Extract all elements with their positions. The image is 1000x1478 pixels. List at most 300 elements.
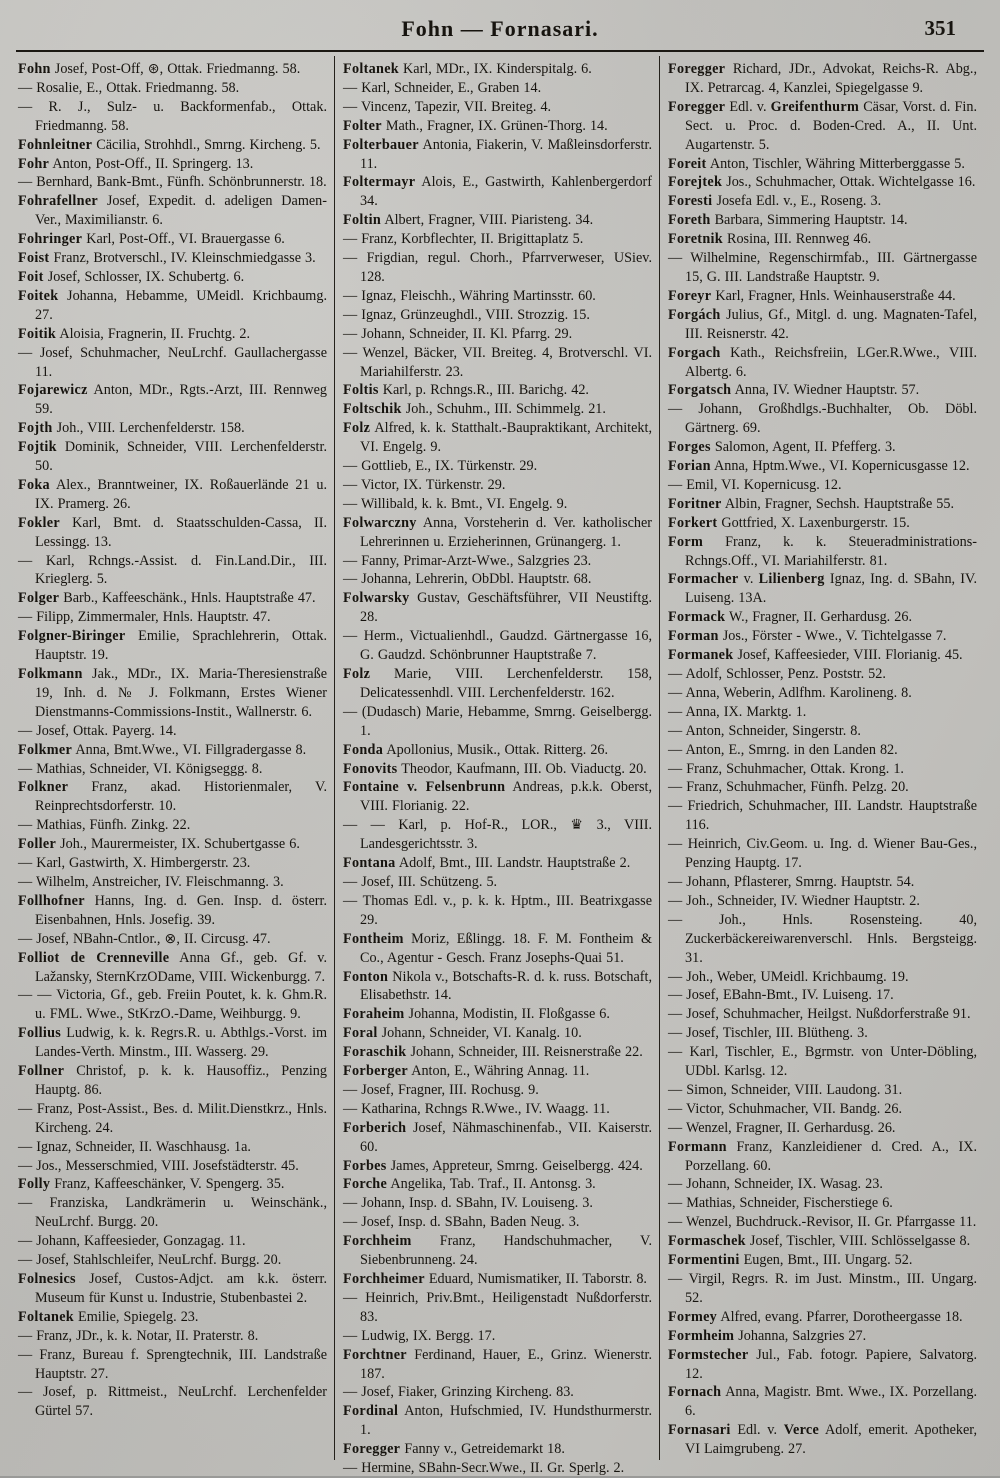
directory-entry xyxy=(668,457,977,476)
entry-details: Math., Fragner, IX. Grünen-Thorg. 14. xyxy=(381,117,608,134)
directory-columns xyxy=(16,56,984,1477)
entry-surname: Fohrafellner xyxy=(18,193,99,210)
entry-details: — Fanny, Primar-Arzt-Wwe., Salzgries 23. xyxy=(343,552,592,569)
entry-details: — Franziska, Landkrämerin u. Weinschänk., NeuLrchf. Burgg. 20. xyxy=(18,1195,327,1231)
entry-details: Franz, Kanzleidiener d. Cred. A., IX. Porzellang. 60. xyxy=(685,1138,977,1174)
entry-details: Nikola v., Botschafts-R. d. k. russ. Botschaft, Elisabethstr. 14. xyxy=(360,968,652,1004)
entry-surname: Formanek xyxy=(668,647,734,664)
entry-details: Jos., Schuhmacher, Ottak. Wichtelgasse 16. xyxy=(722,174,976,191)
entry-details: Anton, Hufschmied, IV. Hundsthurmerstr. 1. xyxy=(360,1403,652,1439)
entry-surname: Foraschik xyxy=(343,1044,407,1061)
directory-entry xyxy=(343,892,652,930)
directory-entry xyxy=(18,192,327,230)
directory-entry xyxy=(343,778,652,816)
directory-entry xyxy=(668,514,977,533)
directory-entry xyxy=(668,381,977,400)
entry-details: — Rosalie, E., Ottak. Friedmanng. 58. xyxy=(18,79,240,96)
entry-details: Emilie, Spiegelg. 23. xyxy=(74,1308,199,1325)
directory-entry xyxy=(343,79,652,98)
entry-surname: Forejtek xyxy=(668,174,723,191)
directory-entry xyxy=(343,344,652,382)
entry-surname: Forchheimer xyxy=(343,1271,425,1287)
directory-entry xyxy=(343,60,652,79)
directory-entry xyxy=(668,1232,977,1251)
entry-details: — Ignaz, Schneider, II. Waschhausg. 1a. xyxy=(18,1138,251,1155)
entry-surname: Formann xyxy=(668,1138,727,1155)
entry-details: Anna, Vorsteherin d. Ver. katholischer Lehrerinnen u. Erzieherinnen, Grünangerg. 1. xyxy=(360,514,652,550)
entry-details: Franz, Brotverschl., IV. Kleinschmiedgasse 3. xyxy=(49,250,316,267)
directory-entry xyxy=(18,60,327,79)
directory-entry xyxy=(668,476,977,495)
entry-details: Hanns, Ing. d. Gen. Insp. d. österr. Eisenbahnen, Hnls. Josefig. 39. xyxy=(35,892,327,928)
directory-entry xyxy=(18,854,327,873)
entry-surname: Forges xyxy=(668,439,711,456)
directory-entry xyxy=(18,930,327,949)
entry-surname: Fornasari xyxy=(668,1422,731,1439)
directory-entry xyxy=(343,514,652,552)
entry-details: — Josef, Ottak. Payerg. 14. xyxy=(18,722,177,739)
entry-surname: Foitek xyxy=(18,287,59,304)
entry-details: — Karl, Rchngs.-Assist. d. Fin.Land.Dir., III. Krieglerg. 5. xyxy=(18,552,327,588)
entry-details: — Ludwig, IX. Bergg. 17. xyxy=(343,1327,496,1344)
entry-surname: Foretnik xyxy=(668,231,723,248)
directory-entry xyxy=(343,741,652,760)
directory-entry xyxy=(668,155,977,174)
directory-entry xyxy=(18,1175,327,1194)
directory-entry xyxy=(18,438,327,476)
entry-surname: Forian xyxy=(668,458,711,475)
directory-entry xyxy=(343,495,652,514)
entry-details: — Josef, Tischler, III. Blütheng. 3. xyxy=(668,1025,868,1042)
directory-entry xyxy=(18,1327,327,1346)
directory-entry xyxy=(668,495,977,514)
entry-surname: Folgner-Biringer xyxy=(18,628,126,645)
entry-surname: Forgach xyxy=(668,344,721,361)
entry-details: — Joh., Hnls. Rosensteing. 40, Zuckerbäckereiwarenverschl. Hnls. Bergsteigg. 31. xyxy=(668,911,977,966)
entry-details: — Karl, Schneider, E., Graben 14. xyxy=(343,79,542,96)
entry-surname: Formacher xyxy=(668,571,739,588)
entry-details: — Simon, Schneider, VIII. Laudong. 31. xyxy=(668,1081,903,1098)
entry-details: Alois, E., Gastwirth, Kahlenbergerdorf 34. xyxy=(360,174,652,210)
directory-entry xyxy=(343,400,652,419)
directory-entry xyxy=(343,457,652,476)
entry-details: Franz, Handschuhmacher, V. Siebenbrunneng. 24. xyxy=(360,1233,652,1269)
directory-entry xyxy=(668,1327,977,1346)
directory-entry xyxy=(668,968,977,987)
entry-details: Joh., VIII. Lerchenfelderstr. 158. xyxy=(52,420,245,437)
entry-surname: Folwarsky xyxy=(343,590,410,607)
entry-details: Christof, p. k. k. Hausoffiz., Penzing Hauptg. 86. xyxy=(35,1063,327,1098)
entry-details: — Johann, Pflasterer, Smrng. Hauptstr. 54. xyxy=(668,873,915,890)
entry-details: — Heinrich, Priv.Bmt., Heiligenstadt Nußdorferstr. 83. xyxy=(343,1289,652,1325)
entry-details: — Anna, Weberin, Adlfhm. Karolineng. 8. xyxy=(668,684,912,701)
entry-details: — Anton, Schneider, Singerstr. 8. xyxy=(668,722,861,739)
entry-surname: Fohr xyxy=(18,155,50,172)
entry-details: — Ignaz, Grünzeughdl., VIII. Strozzig. 15. xyxy=(343,306,590,323)
entry-surname: Fohringer xyxy=(18,231,83,248)
entry-surname: Folter xyxy=(343,117,382,134)
directory-entry xyxy=(18,1138,327,1157)
entry-surname: Lilienberg xyxy=(758,571,825,588)
entry-surname: Forchheim xyxy=(343,1233,412,1250)
directory-entry xyxy=(668,60,977,98)
entry-surname: Formentini xyxy=(668,1252,740,1269)
entry-details: Ludwig, k. k. Regrs.R. u. Abthlgs.-Vorst. im Landes-Verth. Minstm., III. Wasserg. 29. xyxy=(35,1025,327,1061)
entry-surname: Fonovits xyxy=(343,760,398,777)
directory-entry xyxy=(343,325,652,344)
directory-entry xyxy=(343,1289,652,1327)
entry-details: Alfred, evang. Pfarrer, Dorotheergasse 18. xyxy=(717,1308,963,1325)
directory-entry xyxy=(668,533,977,571)
directory-entry xyxy=(668,1421,977,1459)
directory-entry xyxy=(668,1005,977,1024)
entry-details: Johanna, Hebamme, UMeidl. Krichbaumg. 27. xyxy=(35,287,327,323)
entry-details: — Willibald, k. k. Bmt., VI. Engelg. 9. xyxy=(343,495,568,512)
entry-surname: Forgatsch xyxy=(668,382,732,399)
entry-details: James, Appreteur, Smrng. Geiselbergg. 424. xyxy=(386,1157,643,1174)
directory-entry xyxy=(343,589,652,627)
entry-details: Barbara, Simmering Hauptstr. 14. xyxy=(710,212,908,229)
directory-entry xyxy=(343,1440,652,1459)
directory-entry xyxy=(668,1308,977,1327)
entry-details: Ignaz, Ing. d. SBahn, IV. Luiseng. 13A. xyxy=(685,571,977,607)
entry-details: — Karl, Gastwirth, X. Himbergerstr. 23. xyxy=(18,855,251,872)
entry-details: — Thomas Edl. v., p. k. k. Hptm., III. Beatrixgasse 29. xyxy=(343,892,652,928)
entry-details: Aloisia, Fragnerin, II. Fruchtg. 2. xyxy=(56,325,251,342)
entry-details: Angelika, Tab. Traf., II. Antonsg. 3. xyxy=(387,1176,596,1193)
entry-details: Anton, E., Währing Annag. 11. xyxy=(407,1063,590,1080)
entry-surname: Formstecher xyxy=(668,1346,749,1363)
entry-details: — R. J., Sulz- u. Backformenfab., Ottak. Friedmanng. 58. xyxy=(18,98,327,134)
directory-entry xyxy=(343,570,652,589)
entry-surname: Fontana xyxy=(343,855,396,872)
entry-surname: Fojarewicz xyxy=(18,382,88,399)
directory-entry xyxy=(343,1062,652,1081)
entry-surname: Folterbauer xyxy=(343,136,419,153)
directory-entry xyxy=(343,306,652,325)
directory-entry xyxy=(343,552,652,571)
entry-details: Eduard, Numismatiker, II. Taborstr. 8. xyxy=(424,1271,647,1287)
directory-entry xyxy=(18,344,327,382)
directory-entry xyxy=(668,835,977,873)
directory-entry xyxy=(18,268,327,287)
entry-surname: Formheim xyxy=(668,1327,735,1344)
entry-surname: Foller xyxy=(18,836,57,853)
directory-entry xyxy=(343,1100,652,1119)
directory-entry xyxy=(343,1402,652,1440)
directory-entry xyxy=(343,703,652,741)
column-2 xyxy=(334,56,659,1477)
directory-entry xyxy=(668,703,977,722)
entry-surname: Fontaine v. Felsenbrunn xyxy=(343,779,506,796)
directory-entry xyxy=(343,98,652,117)
entry-surname: Foraheim xyxy=(343,1006,405,1023)
entry-surname: Foit xyxy=(18,268,44,285)
directory-entry xyxy=(343,1213,652,1232)
entry-details: — (Dudasch) Marie, Hebamme, Smrng. Geiselbergg. 1. xyxy=(343,703,652,739)
directory-entry xyxy=(18,419,327,438)
directory-entry xyxy=(668,665,977,684)
directory-entry xyxy=(18,1194,327,1232)
directory-entry xyxy=(343,419,652,457)
entry-surname: Folz xyxy=(343,420,371,437)
entry-surname: Folkner xyxy=(18,779,69,796)
entry-surname: Foreth xyxy=(668,212,711,229)
entry-surname: Forberger xyxy=(343,1063,408,1080)
entry-details: Johanna, Modistin, II. Floßgasse 6. xyxy=(404,1006,610,1023)
entry-details: — Josef, Fiaker, Grinzing Kircheng. 83. xyxy=(343,1384,574,1401)
directory-entry xyxy=(668,98,977,155)
entry-details: Josef, Nähmaschinenfab., VII. Kaiserstr. 60. xyxy=(360,1119,652,1155)
directory-entry xyxy=(343,1024,652,1043)
directory-entry xyxy=(343,1005,652,1024)
entry-details: — Josef, Fragner, III. Rochusg. 9. xyxy=(343,1081,539,1098)
entry-details: — Johanna, Lehrerin, ObDbl. Hauptstr. 68. xyxy=(343,571,592,588)
entry-details: Moriz, Eßlingg. 18. F. M. Fontheim & Co., Agentur - Gesch. Franz Josephs-Quai 51. xyxy=(360,930,652,966)
directory-entry xyxy=(18,986,327,1024)
entry-details: — Filipp, Zimmermaler, Hnls. Hauptstr. 47. xyxy=(18,609,271,626)
entry-details: — Franz, Schuhmacher, Fünfh. Pelzg. 20. xyxy=(668,779,909,796)
directory-entry xyxy=(668,722,977,741)
directory-entry xyxy=(668,249,977,287)
entry-details: Emilie, Sprachlehrerin, Ottak. Hauptstr. 19. xyxy=(35,628,327,664)
directory-entry xyxy=(668,1119,977,1138)
directory-entry xyxy=(343,1043,652,1062)
directory-entry xyxy=(668,778,977,797)
directory-entry xyxy=(18,173,327,192)
directory-entry xyxy=(668,1175,977,1194)
entry-surname: Form xyxy=(668,533,704,550)
directory-entry xyxy=(668,1194,977,1213)
directory-entry xyxy=(343,1157,652,1176)
directory-entry xyxy=(668,1383,977,1421)
entry-details: v. xyxy=(738,571,759,588)
directory-entry xyxy=(18,722,327,741)
entry-surname: Forman xyxy=(668,628,719,645)
directory-entry xyxy=(668,1251,977,1270)
entry-surname: Forgách xyxy=(668,306,721,323)
entry-details: Joh., Schuhm., III. Schimmelg. 21. xyxy=(401,401,606,418)
directory-entry xyxy=(343,1194,652,1213)
entry-details: — Virgil, Regrs. R. im Just. Minstm., III. Ungarg. 52. xyxy=(668,1271,977,1306)
directory-entry xyxy=(668,627,977,646)
directory-entry xyxy=(18,1157,327,1176)
entry-surname: Foltanek xyxy=(18,1308,74,1325)
directory-entry xyxy=(18,1251,327,1270)
directory-entry xyxy=(343,873,652,892)
directory-entry xyxy=(668,1270,977,1308)
entry-surname: Greifenthurm xyxy=(770,98,860,115)
directory-entry xyxy=(343,230,652,249)
entry-details: — Anton, E., Smrng. in den Landen 82. xyxy=(668,741,898,758)
directory-entry xyxy=(343,665,652,703)
entry-details: — Karl, Tischler, E., Bgrmstr. von Unter-Döbling, UDbl. Karlsg. 12. xyxy=(668,1044,977,1080)
entry-details: Theodor, Kaufmann, III. Ob. Viaductg. 20. xyxy=(397,760,647,777)
directory-entry xyxy=(18,325,327,344)
entry-surname: Folkmann xyxy=(18,666,83,682)
entry-surname: Forbes xyxy=(343,1157,387,1174)
entry-details: — Jos., Messerschmied, VIII. Josefstädterstr. 45. xyxy=(18,1157,299,1174)
entry-details: Eugen, Bmt., III. Ungarg. 52. xyxy=(739,1252,913,1269)
entry-details: — Hermine, SBahn-Secr.Wwe., II. Gr. Sperlg. 2. xyxy=(343,1460,625,1477)
entry-details: Karl, Fragner, Hnls. Weinhauserstraße 44. xyxy=(711,287,956,304)
entry-details: — Josef, Schuhmacher, NeuLrchf. Gaullachergasse 11. xyxy=(18,344,327,380)
entry-details: Dominik, Schneider, VIII. Lerchenfelderstr. 50. xyxy=(35,439,327,475)
entry-details: Karl, Bmt. d. Staatsschulden-Cassa, II. Lessingg. 13. xyxy=(35,514,327,550)
entry-details: — Wenzel, Buchdruck.-Revisor, II. Gr. Pfarrgasse 11. xyxy=(668,1214,977,1231)
entry-surname: Formack xyxy=(668,609,726,626)
entry-details: — Gottlieb, E., IX. Türkenstr. 29. xyxy=(343,458,538,475)
directory-entry xyxy=(18,381,327,419)
directory-entry xyxy=(343,1081,652,1100)
entry-surname: Folly xyxy=(18,1176,51,1193)
entry-details: Kath., Reichsfreiin, LGer.R.Wwe., VIII. Albertg. 6. xyxy=(685,344,977,380)
directory-entry xyxy=(343,136,652,174)
entry-details: Jos., Förster - Wwe., V. Tichtelgasse 7. xyxy=(718,628,947,645)
entry-surname: Fontheim xyxy=(343,930,404,947)
directory-entry xyxy=(668,287,977,306)
page-number: 351 xyxy=(924,16,956,40)
entry-details: Franz, Kaffeeschänker, V. Spengerg. 35. xyxy=(50,1176,285,1193)
entry-details: Johanna, Salzgries 27. xyxy=(734,1327,867,1344)
entry-details: Josef, Tischler, VIII. Schlösselgasse 8. xyxy=(745,1233,971,1250)
entry-details: Johann, Schneider, III. Reisnerstraße 22. xyxy=(406,1044,643,1061)
directory-entry xyxy=(343,476,652,495)
entry-details: Anna, Hptm.Wwe., VI. Kopernicusgasse 12. xyxy=(710,458,970,475)
directory-entry xyxy=(18,1100,327,1138)
entry-details: — Johann, Schneider, IX. Wasag. 23. xyxy=(668,1176,883,1193)
entry-details: Ferdinand, Hauer, E., Grinz. Wienerstr. 187. xyxy=(360,1346,652,1382)
directory-entry xyxy=(668,1100,977,1119)
directory-entry xyxy=(18,1024,327,1062)
directory-entry xyxy=(343,760,652,779)
entry-details: — Anna, IX. Marktg. 1. xyxy=(668,703,807,720)
entry-details: Anton, Post-Off., II. Springerg. 13. xyxy=(49,155,254,172)
directory-entry xyxy=(343,930,652,968)
entry-details: Apollonius, Musik., Ottak. Ritterg. 26. xyxy=(383,741,609,758)
entry-surname: Foregger xyxy=(668,61,726,77)
entry-surname: Folkmer xyxy=(18,741,73,758)
directory-entry xyxy=(343,1270,652,1289)
entry-details: Andreas, p.k.k. Oberst, VIII. Florianig. 22. xyxy=(360,779,652,815)
directory-entry xyxy=(668,684,977,703)
entry-details: — Josef, Stahlschleifer, NeuLrchf. Burgg. 20. xyxy=(18,1252,282,1269)
entry-details: Karl, p. Rchngs.R., III. Barichg. 42. xyxy=(378,382,589,399)
directory-entry xyxy=(343,1327,652,1346)
entry-surname: Forchtner xyxy=(343,1346,407,1363)
entry-details: Franz, k. k. Steueradministrations-Rchngs.Off., VI. Mariahilferstr. 81. xyxy=(685,533,977,569)
directory-entry xyxy=(343,627,652,665)
directory-entry xyxy=(18,816,327,835)
entry-surname: Follner xyxy=(18,1063,65,1080)
directory-entry xyxy=(668,1024,977,1043)
directory-entry xyxy=(18,873,327,892)
directory-entry xyxy=(668,986,977,1005)
directory-entry xyxy=(668,1346,977,1384)
directory-entry xyxy=(343,173,652,211)
entry-surname: Foltschik xyxy=(343,401,402,418)
directory-entry xyxy=(343,381,652,400)
directory-entry xyxy=(668,211,977,230)
entry-details: — Josef, NBahn-Cntlor., ⊗, II. Circusg. 47. xyxy=(18,930,271,947)
directory-entry xyxy=(18,1062,327,1100)
entry-details: Josefa Edl. v., E., Roseng. 3. xyxy=(712,193,882,210)
entry-details: — Adolf, Schlosser, Penz. Poststr. 52. xyxy=(668,666,886,682)
directory-entry xyxy=(18,760,327,779)
directory-entry xyxy=(18,949,327,987)
directory-entry xyxy=(18,287,327,325)
directory-entry xyxy=(668,892,977,911)
entry-details: Anna, Bmt.Wwe., VI. Fillgradergasse 8. xyxy=(72,741,307,758)
entry-surname: Fohnleitner xyxy=(18,136,93,153)
entry-details: — Joh., Schneider, IV. Wiedner Hauptstr. 2. xyxy=(668,892,920,909)
directory-entry xyxy=(18,741,327,760)
directory-entry xyxy=(18,608,327,627)
entry-surname: Foral xyxy=(343,1025,378,1042)
entry-details: — Josef, Insp. d. SBahn, Baden Neug. 3. xyxy=(343,1214,580,1231)
directory-entry xyxy=(668,911,977,968)
entry-details: — Mathias, Fünfh. Zinkg. 22. xyxy=(18,817,191,834)
entry-details: Franz, akad. Historienmaler, V. Reinprechtsdorferstr. 10. xyxy=(35,779,327,815)
directory-entry xyxy=(668,192,977,211)
directory-entry xyxy=(18,1270,327,1308)
directory-entry xyxy=(18,892,327,930)
directory-entry xyxy=(18,778,327,816)
entry-surname: Formaschek xyxy=(668,1233,746,1250)
entry-surname: Foregger xyxy=(668,98,726,115)
directory-entry xyxy=(18,249,327,268)
directory-entry xyxy=(18,1308,327,1327)
entry-details: — Franz, Bureau f. Sprengtechnik, III. Landstraße Hauptstr. 27. xyxy=(18,1346,327,1382)
directory-entry xyxy=(343,1175,652,1194)
page-header xyxy=(16,10,984,52)
entry-details: — Johann, Schneider, II. Kl. Pfarrg. 29. xyxy=(343,325,573,342)
entry-details: Anna, Magistr. Bmt. Wwe., IX. Porzellang. 6. xyxy=(685,1384,977,1420)
directory-entry xyxy=(18,552,327,590)
entry-surname: Foka xyxy=(18,476,50,493)
entry-details: — Emil, VI. Kopernicusg. 12. xyxy=(668,476,842,493)
directory-entry xyxy=(668,1213,977,1232)
entry-details: — Ignaz, Fleischh., Währing Martinsstr. 60. xyxy=(343,287,596,304)
entry-details: — Mathias, Schneider, Fischerstiege 6. xyxy=(668,1195,893,1212)
directory-entry xyxy=(343,816,652,854)
entry-details: — Frigdian, regul. Chorh., Pfarrverweser, USiev. 128. xyxy=(343,250,652,285)
entry-surname: Follhofner xyxy=(18,892,85,909)
directory-entry xyxy=(668,230,977,249)
entry-details: Josef, Kaffeesieder, VIII. Florianig. 45. xyxy=(733,647,963,664)
directory-entry xyxy=(18,627,327,665)
directory-entry xyxy=(668,1081,977,1100)
entry-details: Antonia, Fiakerin, V. Maßleinsdorferstr. 11. xyxy=(360,136,652,172)
directory-entry xyxy=(343,211,652,230)
entry-surname: Fonton xyxy=(343,968,389,985)
entry-details: — Franz, Schuhmacher, Ottak. Krong. 1. xyxy=(668,760,904,777)
entry-surname: Foltin xyxy=(343,212,382,229)
entry-details: Adolf, Bmt., III. Landstr. Hauptstraße 2. xyxy=(395,855,631,872)
directory-entry xyxy=(668,1138,977,1176)
directory-entry xyxy=(668,873,977,892)
directory-entry xyxy=(18,136,327,155)
entry-details: Josef, Custos-Adjct. am k.k. österr. Museum für Kunst u. Industrie, Stubenbastei 2. xyxy=(35,1271,327,1306)
directory-entry xyxy=(668,438,977,457)
entry-details: Alfred, k. k. Statthalt.-Baupraktikant, Architekt, VI. Engelg. 9. xyxy=(360,420,652,456)
entry-surname: Fojtik xyxy=(18,439,57,456)
entry-surname: Foregger xyxy=(343,1441,401,1458)
entry-details: Josef, Schlosser, IX. Schubertg. 6. xyxy=(43,268,245,285)
entry-details: — Franz, JDr., k. k. Notar, II. Praterstr. 8. xyxy=(18,1327,259,1344)
entry-details: — — Karl, p. Hof-R., LOR., ♛ 3., VIII. Landesgerichtsstr. 3. xyxy=(343,817,652,853)
entry-details: — Wilhelmine, Regenschirmfab., III. Gärtnergasse 15, G. III. Landstraße Hauptstr. 9. xyxy=(668,250,977,285)
